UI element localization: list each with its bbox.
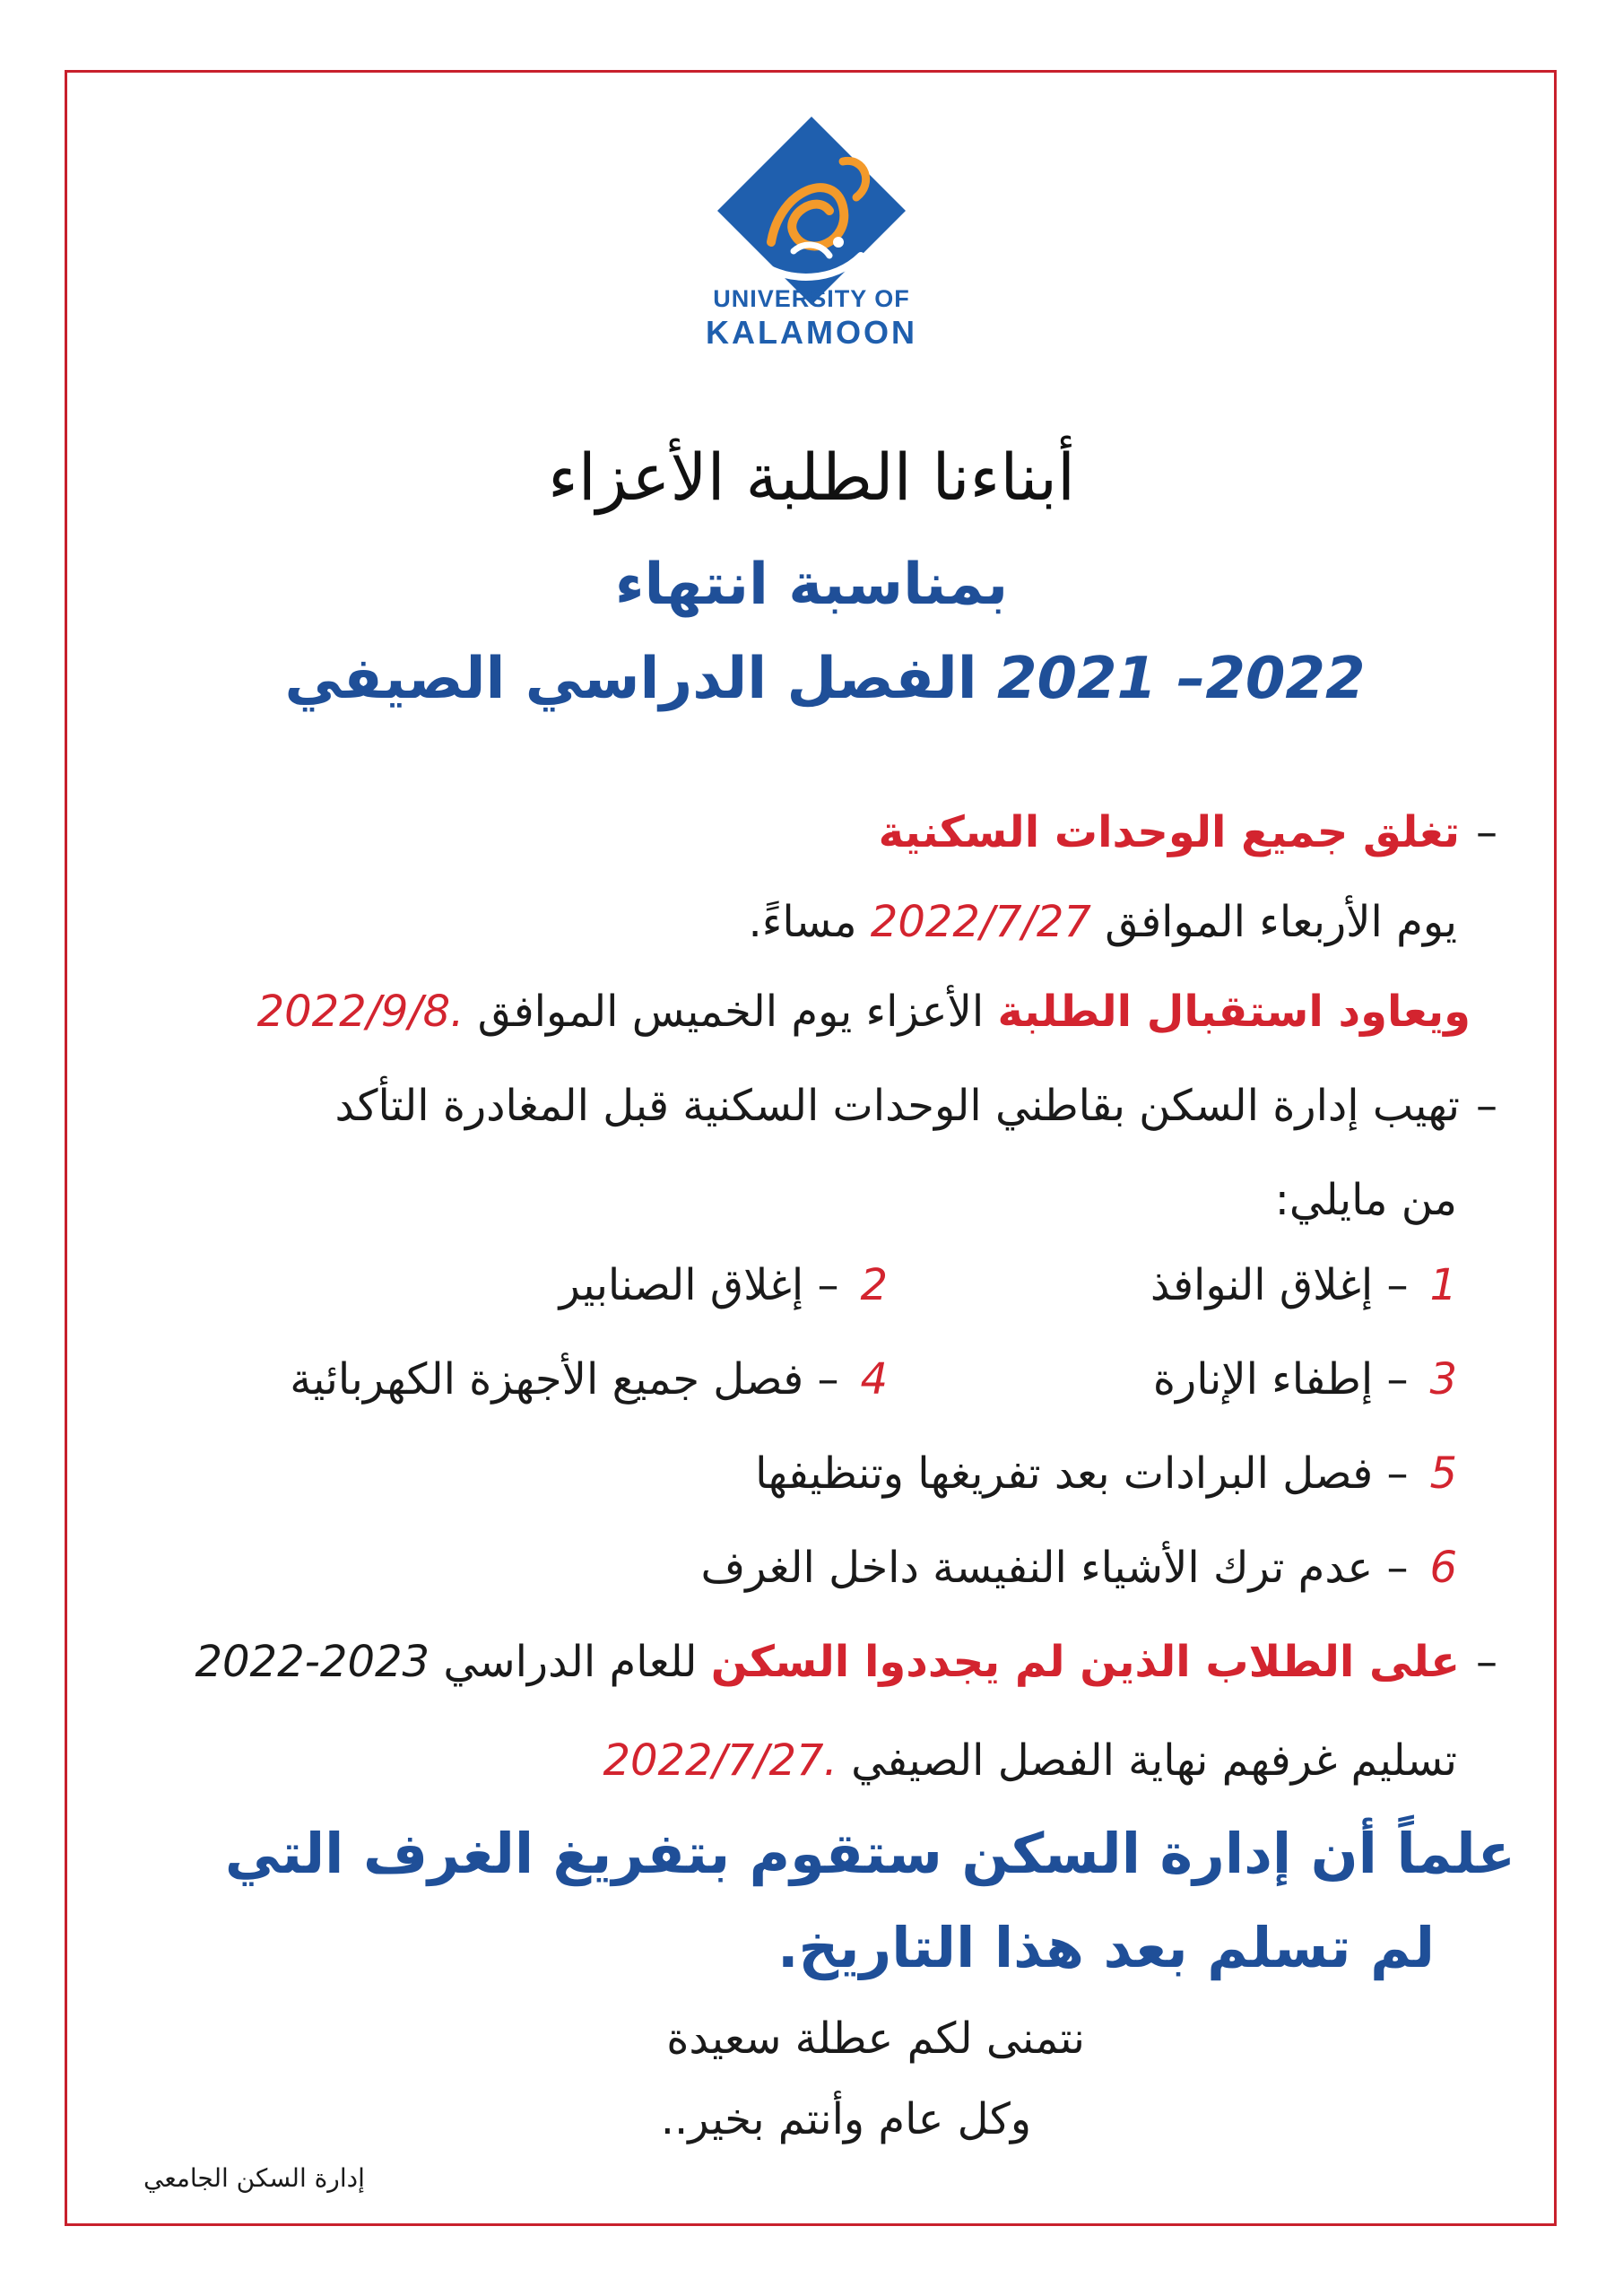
dash: – [1476,1081,1497,1131]
checklist-text: – فصل جميع الأجهزة الكهربائية [290,1354,839,1405]
wishes-line-2: وكل عام وأنتم بخير.. [660,2094,1031,2144]
notice1-reopen-text: الأعزاء يوم الخميس الموافق [477,987,985,1037]
notice3-text: للعام الدراسي [443,1637,698,1687]
checklist-num: 1 [1429,1260,1457,1310]
checklist-item-4 [290,1354,888,1405]
notice1-heading [879,807,1497,857]
checklist-item-3 [1153,1354,1457,1405]
checklist-item-6 [700,1543,1457,1593]
notice1-reopen-date: 2022/9/8. [256,987,464,1037]
checklist-item-5 [755,1448,1457,1499]
notice1-day-text: يوم الأربعاء الموافق [1105,897,1457,947]
notice2-line [334,1081,1497,1131]
checklist-text: – إطفاء الإنارة [1152,1354,1409,1405]
notice1-reopen-line [257,987,1471,1037]
semester-title [233,646,1417,712]
signature: إدارة السكن الجامعي [143,2163,365,2193]
wishes-line-1: نتمنى لكم عطلة سعيدة [666,2013,1085,2064]
notice1-lead: تغلق جميع الوحدات السكنية [878,807,1460,857]
notice1-date: 2022/7/27 [870,897,1091,947]
notice3-lead: على الطلاب الذين لم يجددوا السكن [710,1637,1460,1687]
checklist-text: – إغلاق الصنابير [559,1260,839,1310]
dash: – [1476,807,1497,857]
checklist-item-1 [1150,1260,1457,1310]
checklist-item-2 [560,1260,888,1310]
notice3-handover: تسليم غرفهم نهاية الفصل الصيفي [851,1735,1457,1786]
logo-text-line2: KALAMOON [706,314,917,351]
notice1-evening: مساءً. [748,897,857,947]
dash: – [1476,1637,1497,1687]
closing-line-1: علماً أن إدارة السكن ستقوم بتفريغ الغرف التي [224,1821,1515,1886]
notice1-reopen-lead: ويعاود استقبال الطلبة [997,987,1471,1037]
semester-years: 2021 –2022 [996,646,1366,712]
checklist-num: 6 [1429,1543,1457,1593]
notice3-handover-line [603,1735,1457,1786]
checklist-num: 3 [1429,1354,1457,1405]
semester-name: الفصل الدراسي الصيفي [284,646,977,712]
notice1-day-line [749,897,1457,947]
notice3-line [195,1637,1497,1687]
page-border [65,70,1557,2226]
notice3-date: 2022/7/27. [603,1735,838,1786]
checklist-num: 5 [1429,1448,1457,1499]
greeting-title: أبناءنا الطلبة الأعزاء [547,439,1076,515]
notice2-continuation: من مايلي: [1274,1175,1457,1225]
notice3-year: 2022-2023 [195,1637,430,1687]
notice2-text: تهيب إدارة السكن بقاطني الوحدات السكنية قبل المغادرة التأكد [334,1081,1460,1131]
checklist-num: 2 [860,1260,888,1310]
checklist-text: – عدم ترك الأشياء النفيسة داخل الغرف [700,1543,1409,1593]
occasion-title: بمناسبة انتهاء [614,552,1009,618]
checklist-num: 4 [860,1354,888,1405]
checklist-text: – فصل البرادات بعد تفريغها وتنظيفها [755,1448,1409,1499]
closing-line-2: لم تسلم بعد هذا التاريخ. [777,1915,1435,1980]
logo-text-line1: UNIVERSITY OF [713,285,910,312]
checklist-text: – إغلاق النوافذ [1150,1260,1409,1310]
